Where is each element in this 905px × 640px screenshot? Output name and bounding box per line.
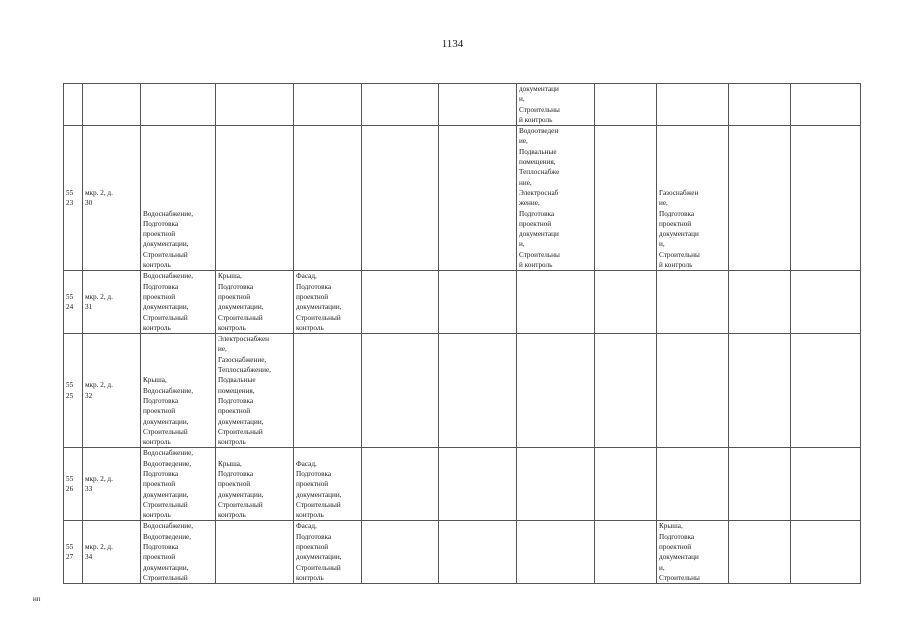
- work-cell: Электроснабжен ие, Газоснабжение, Теплоснабжение, Подвальные помещения, Подготовка проектной документации, Строительный контроль: [218, 335, 271, 447]
- work-cell: Водоснабжение, Водоотведение, Подготовка проектной документации, Строительный: [143, 522, 194, 582]
- row-number: 55 25: [66, 381, 74, 400]
- work-cell: Крыша, Подготовка проектной документации, Строительный контроль: [218, 272, 264, 332]
- work-cell: Водоснабжение, Водоотведение, Подготовка проектной документации, Строительный контроль: [143, 449, 194, 520]
- table-row: [64, 271, 861, 334]
- table-row: [64, 84, 861, 126]
- footer-mark: нп: [33, 595, 41, 603]
- row-number: 55 23: [66, 188, 74, 208]
- work-cell: Фасад, Подготовка проектной документации, Строительный контроль: [296, 459, 342, 520]
- address-cell: мкр. 2, д. 33: [85, 475, 113, 494]
- row-number: 55 24: [66, 292, 74, 312]
- table-row: [64, 521, 861, 584]
- address-cell: мкр. 2, д. 32: [85, 381, 113, 400]
- row-number: 55 27: [66, 543, 74, 562]
- row-number: 55 26: [66, 475, 74, 494]
- work-cell: Крыша, Водоснабжение, Подготовка проектной документации, Строительный контроль: [143, 376, 194, 447]
- work-cell: Газоснабжен ие, Подготовка проектной документаци и, Строительны й контроль: [659, 188, 700, 270]
- work-cell: Водоснабжение, Подготовка проектной документации, Строительный контроль: [143, 209, 194, 270]
- work-cell: Водоснабжение, Подготовка проектной документации, Строительный контроль: [143, 272, 194, 332]
- work-cell: Крыша, Подготовка проектной документаци и, Строительны: [659, 522, 700, 582]
- page-number: 1134: [441, 38, 464, 50]
- schedule-table: [63, 83, 861, 584]
- address-cell: мкр. 2, д. 34: [85, 543, 113, 562]
- table-row: [64, 448, 861, 521]
- work-cell: Водоотведен ие, Подвальные помещения, Теплоснабже ние, Электроснаб жение, Подготовка проектной документаци и, Строительны й контроль: [519, 127, 560, 270]
- work-cell: документаци и, Строительны й контроль: [519, 85, 560, 124]
- table-row: [64, 126, 861, 271]
- work-cell: Крыша, Подготовка проектной документации, Строительный контроль: [218, 459, 264, 520]
- work-cell: Фасад, Подготовка проектной документации, Строительный контроль: [296, 272, 342, 332]
- address-cell: мкр. 2, д. 30: [85, 188, 113, 208]
- work-cell: Фасад, Подготовка проектной документации, Строительный контроль: [296, 522, 342, 582]
- table-row: [64, 334, 861, 448]
- address-cell: мкр. 2, д. 31: [85, 292, 113, 312]
